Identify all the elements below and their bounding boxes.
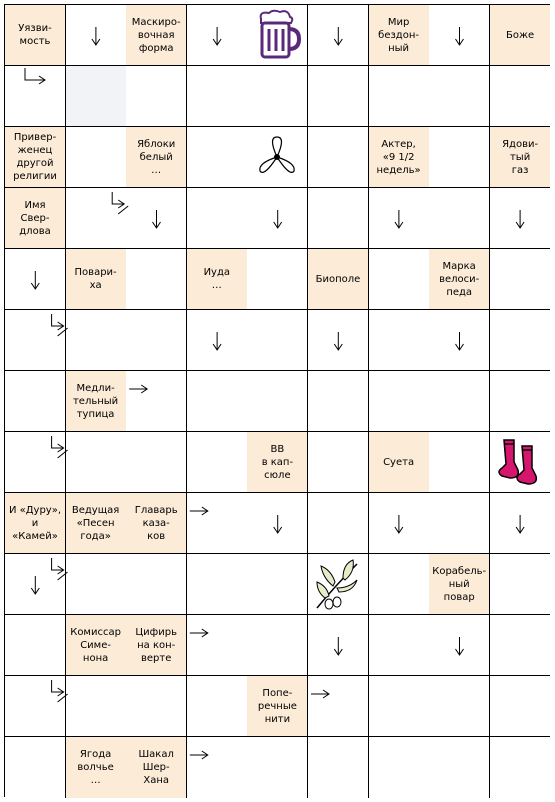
answer-cell[interactable] (187, 432, 248, 493)
answer-cell[interactable] (5, 615, 66, 676)
answer-cell[interactable] (5, 737, 66, 798)
answer-cell[interactable] (429, 493, 490, 554)
clue-cell (66, 737, 127, 798)
answer-cell[interactable] (187, 676, 248, 737)
answer-cell[interactable] (490, 737, 551, 798)
answer-cell[interactable] (5, 66, 66, 127)
crossword-grid (4, 4, 550, 797)
clue-cell (5, 493, 66, 554)
clue-cell (369, 432, 430, 493)
clue-text: Ягода волчье … (77, 749, 114, 786)
clue-cell (126, 127, 187, 188)
clue-cell (369, 127, 430, 188)
answer-cell[interactable] (369, 615, 430, 676)
clue-cell (126, 737, 187, 798)
clue-cell (369, 5, 430, 66)
answer-cell[interactable] (66, 188, 127, 249)
clue-cell (5, 5, 66, 66)
answer-cell[interactable] (247, 66, 308, 127)
clue-text: Привер- женец другой религии (13, 132, 57, 182)
clue-text: Попе- речные нити (257, 687, 297, 725)
clue-text: Суета (383, 456, 415, 468)
answer-cell[interactable] (490, 66, 551, 127)
answer-cell[interactable] (187, 371, 248, 432)
answer-cell[interactable] (429, 127, 490, 188)
clue-cell (429, 554, 490, 615)
answer-cell[interactable] (66, 66, 127, 127)
answer-cell[interactable] (369, 554, 430, 615)
answer-cell[interactable] (247, 737, 308, 798)
answer-cell[interactable] (187, 188, 248, 249)
answer-cell[interactable] (308, 676, 369, 737)
clue-text: Боже (506, 29, 535, 41)
answer-cell[interactable] (247, 371, 308, 432)
answer-cell[interactable] (308, 127, 369, 188)
answer-cell[interactable] (247, 249, 308, 310)
clue-cell (490, 5, 551, 66)
oak-branch-icon (308, 554, 368, 614)
answer-cell[interactable] (126, 371, 187, 432)
clue-text: Маскиро- вочная форма (131, 16, 181, 54)
clue-text: Цифирь на кон- верте (135, 626, 177, 664)
answer-cell[interactable] (308, 737, 369, 798)
picture-clue-cell (247, 5, 308, 66)
answer-cell[interactable] (490, 676, 551, 737)
clue-cell (490, 127, 551, 188)
answer-cell[interactable] (429, 188, 490, 249)
clue-cell (308, 249, 369, 310)
answer-cell[interactable] (126, 554, 187, 615)
answer-cell[interactable] (126, 432, 187, 493)
clue-cell (126, 5, 187, 66)
answer-cell[interactable] (187, 493, 248, 554)
answer-cell[interactable] (66, 676, 127, 737)
answer-cell[interactable] (308, 66, 369, 127)
clue-text: И «Дуру», и «Камей» (8, 504, 62, 542)
answer-cell[interactable] (490, 554, 551, 615)
clue-text: Биополе (315, 273, 361, 285)
answer-cell[interactable] (369, 737, 430, 798)
answer-cell[interactable] (308, 188, 369, 249)
answer-cell[interactable] (187, 127, 248, 188)
answer-cell[interactable] (490, 249, 551, 310)
clue-text: Повари- ха (74, 267, 117, 291)
answer-cell[interactable] (5, 676, 66, 737)
answer-cell[interactable] (247, 554, 308, 615)
picture-clue-cell (247, 127, 308, 188)
clue-cell (187, 249, 248, 310)
answer-cell[interactable] (187, 615, 248, 676)
answer-cell[interactable] (66, 432, 127, 493)
clue-text: Комиссар Симе- нона (70, 626, 121, 664)
clue-cell (5, 127, 66, 188)
answer-cell[interactable] (308, 432, 369, 493)
clue-text: Ведущая «Песен года» (71, 504, 120, 542)
answer-cell[interactable] (429, 371, 490, 432)
clue-cell (66, 615, 127, 676)
clue-text: Главарь каза- ков (134, 504, 178, 542)
picture-clue-cell (490, 432, 551, 493)
answer-cell[interactable] (429, 676, 490, 737)
clue-text: Яблоки белый … (137, 138, 176, 176)
clue-cell (5, 188, 66, 249)
clue-cell (66, 493, 127, 554)
direction-arrow-icon (5, 5, 6, 6)
clue-text: Уязви- мость (18, 23, 52, 47)
socks-icon (490, 432, 551, 492)
clue-text: Корабель- ный повар (432, 565, 487, 603)
answer-cell[interactable] (490, 310, 551, 371)
answer-cell[interactable] (187, 554, 248, 615)
answer-cell[interactable] (369, 310, 430, 371)
answer-cell[interactable] (308, 371, 369, 432)
picture-clue-cell (308, 554, 369, 615)
clue-cell (126, 493, 187, 554)
clue-cell (247, 676, 308, 737)
answer-cell[interactable] (429, 432, 490, 493)
answer-cell[interactable] (187, 737, 248, 798)
clue-text: Иуда … (203, 267, 231, 291)
answer-cell[interactable] (247, 615, 308, 676)
clue-text: Марка велоси- педа (439, 260, 480, 298)
clue-cell (66, 249, 127, 310)
answer-cell[interactable] (126, 66, 187, 127)
clue-cell (126, 615, 187, 676)
answer-cell[interactable] (247, 310, 308, 371)
beer-mug-icon (247, 5, 307, 65)
answer-cell[interactable] (5, 432, 66, 493)
clue-text: Имя Свер- длова (19, 199, 51, 237)
answer-cell[interactable] (5, 371, 66, 432)
answer-cell[interactable] (369, 66, 430, 127)
clue-text: Шакал Шер- Хана (138, 749, 174, 786)
answer-cell[interactable] (66, 554, 127, 615)
answer-cell[interactable] (490, 615, 551, 676)
clue-text: ВВ в кап- сюле (261, 443, 294, 481)
answer-cell[interactable] (490, 371, 551, 432)
answer-cell[interactable] (308, 493, 369, 554)
clue-cell (429, 249, 490, 310)
clue-cell (66, 371, 127, 432)
clue-text: Медли- тельный тупица (72, 382, 119, 420)
answer-cell[interactable] (369, 371, 430, 432)
answer-cell[interactable] (5, 310, 66, 371)
answer-cell[interactable] (126, 676, 187, 737)
answer-cell[interactable] (187, 66, 248, 127)
answer-cell[interactable] (369, 676, 430, 737)
propeller-icon (247, 127, 307, 187)
answer-cell[interactable] (126, 310, 187, 371)
answer-cell[interactable] (126, 249, 187, 310)
answer-cell[interactable] (429, 66, 490, 127)
clue-text: Ядови- тый газ (502, 138, 539, 176)
clue-text: Актер, «9 1/2 недель» (376, 138, 421, 176)
clue-cell (247, 432, 308, 493)
clue-text: Мир бездон- ный (378, 16, 419, 54)
answer-cell[interactable] (66, 127, 127, 188)
answer-cell[interactable] (369, 249, 430, 310)
answer-cell[interactable] (66, 310, 127, 371)
answer-cell[interactable] (429, 737, 490, 798)
